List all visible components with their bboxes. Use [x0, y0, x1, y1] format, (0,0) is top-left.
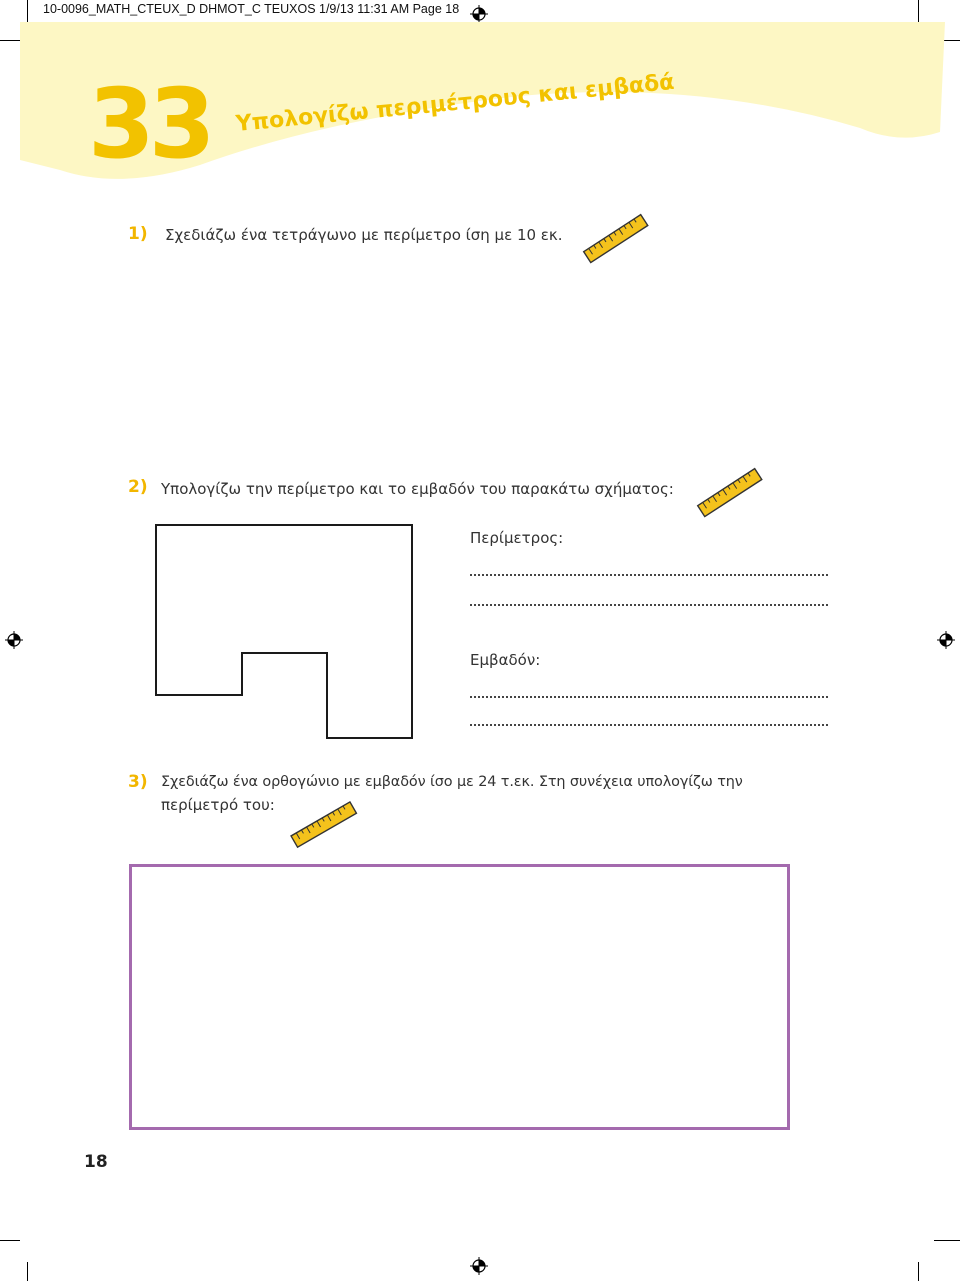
crop-mark	[0, 1240, 20, 1241]
drawing-answer-box[interactable]	[129, 864, 790, 1130]
question-1-number: 1)	[128, 224, 148, 244]
registration-mark-icon	[5, 631, 23, 649]
perimeter-label: Περίμετρος:	[470, 529, 564, 547]
crop-mark	[27, 1262, 28, 1281]
question-2-text: Υπολογίζω την περίμετρο και το εμβαδόν του παρακάτω σχήματος:	[161, 480, 674, 498]
registration-mark-icon	[937, 631, 955, 649]
perimeter-answer-line[interactable]	[470, 574, 828, 576]
ruler-icon	[288, 798, 360, 852]
perimeter-answer-line[interactable]	[470, 604, 828, 606]
crop-mark	[934, 1240, 960, 1241]
area-answer-line[interactable]	[470, 724, 828, 726]
question-3-text-line2: περίμετρό του:	[161, 796, 275, 814]
notched-shape	[150, 520, 420, 745]
question-3-number: 3)	[128, 772, 148, 792]
lesson-number: 33	[88, 68, 210, 180]
page-number: 18	[84, 1152, 108, 1172]
ruler-icon	[694, 466, 766, 520]
question-2-number: 2)	[128, 477, 148, 497]
registration-mark-icon	[470, 1257, 488, 1275]
ruler-icon	[580, 212, 652, 266]
crop-mark	[918, 1262, 919, 1281]
question-1-text: Σχεδιάζω ένα τετράγωνο με περίμετρο ίση με 10 εκ.	[165, 226, 563, 244]
question-3-text-line1: Σχεδιάζω ένα ορθογώνιο με εμβαδόν ίσο με 24 τ.εκ. Στη συνέχεια υπολογίζω την	[161, 774, 743, 790]
lesson-title: Υπολογίζω περιμέτρους και εμβαδά	[234, 69, 676, 137]
area-answer-line[interactable]	[470, 696, 828, 698]
area-label: Εμβαδόν:	[470, 651, 541, 669]
print-slug: 10-0096_MATH_CTEUX_D DHMOT_C TEUXOS 1/9/13 11:31 AM Page 18	[43, 2, 460, 16]
